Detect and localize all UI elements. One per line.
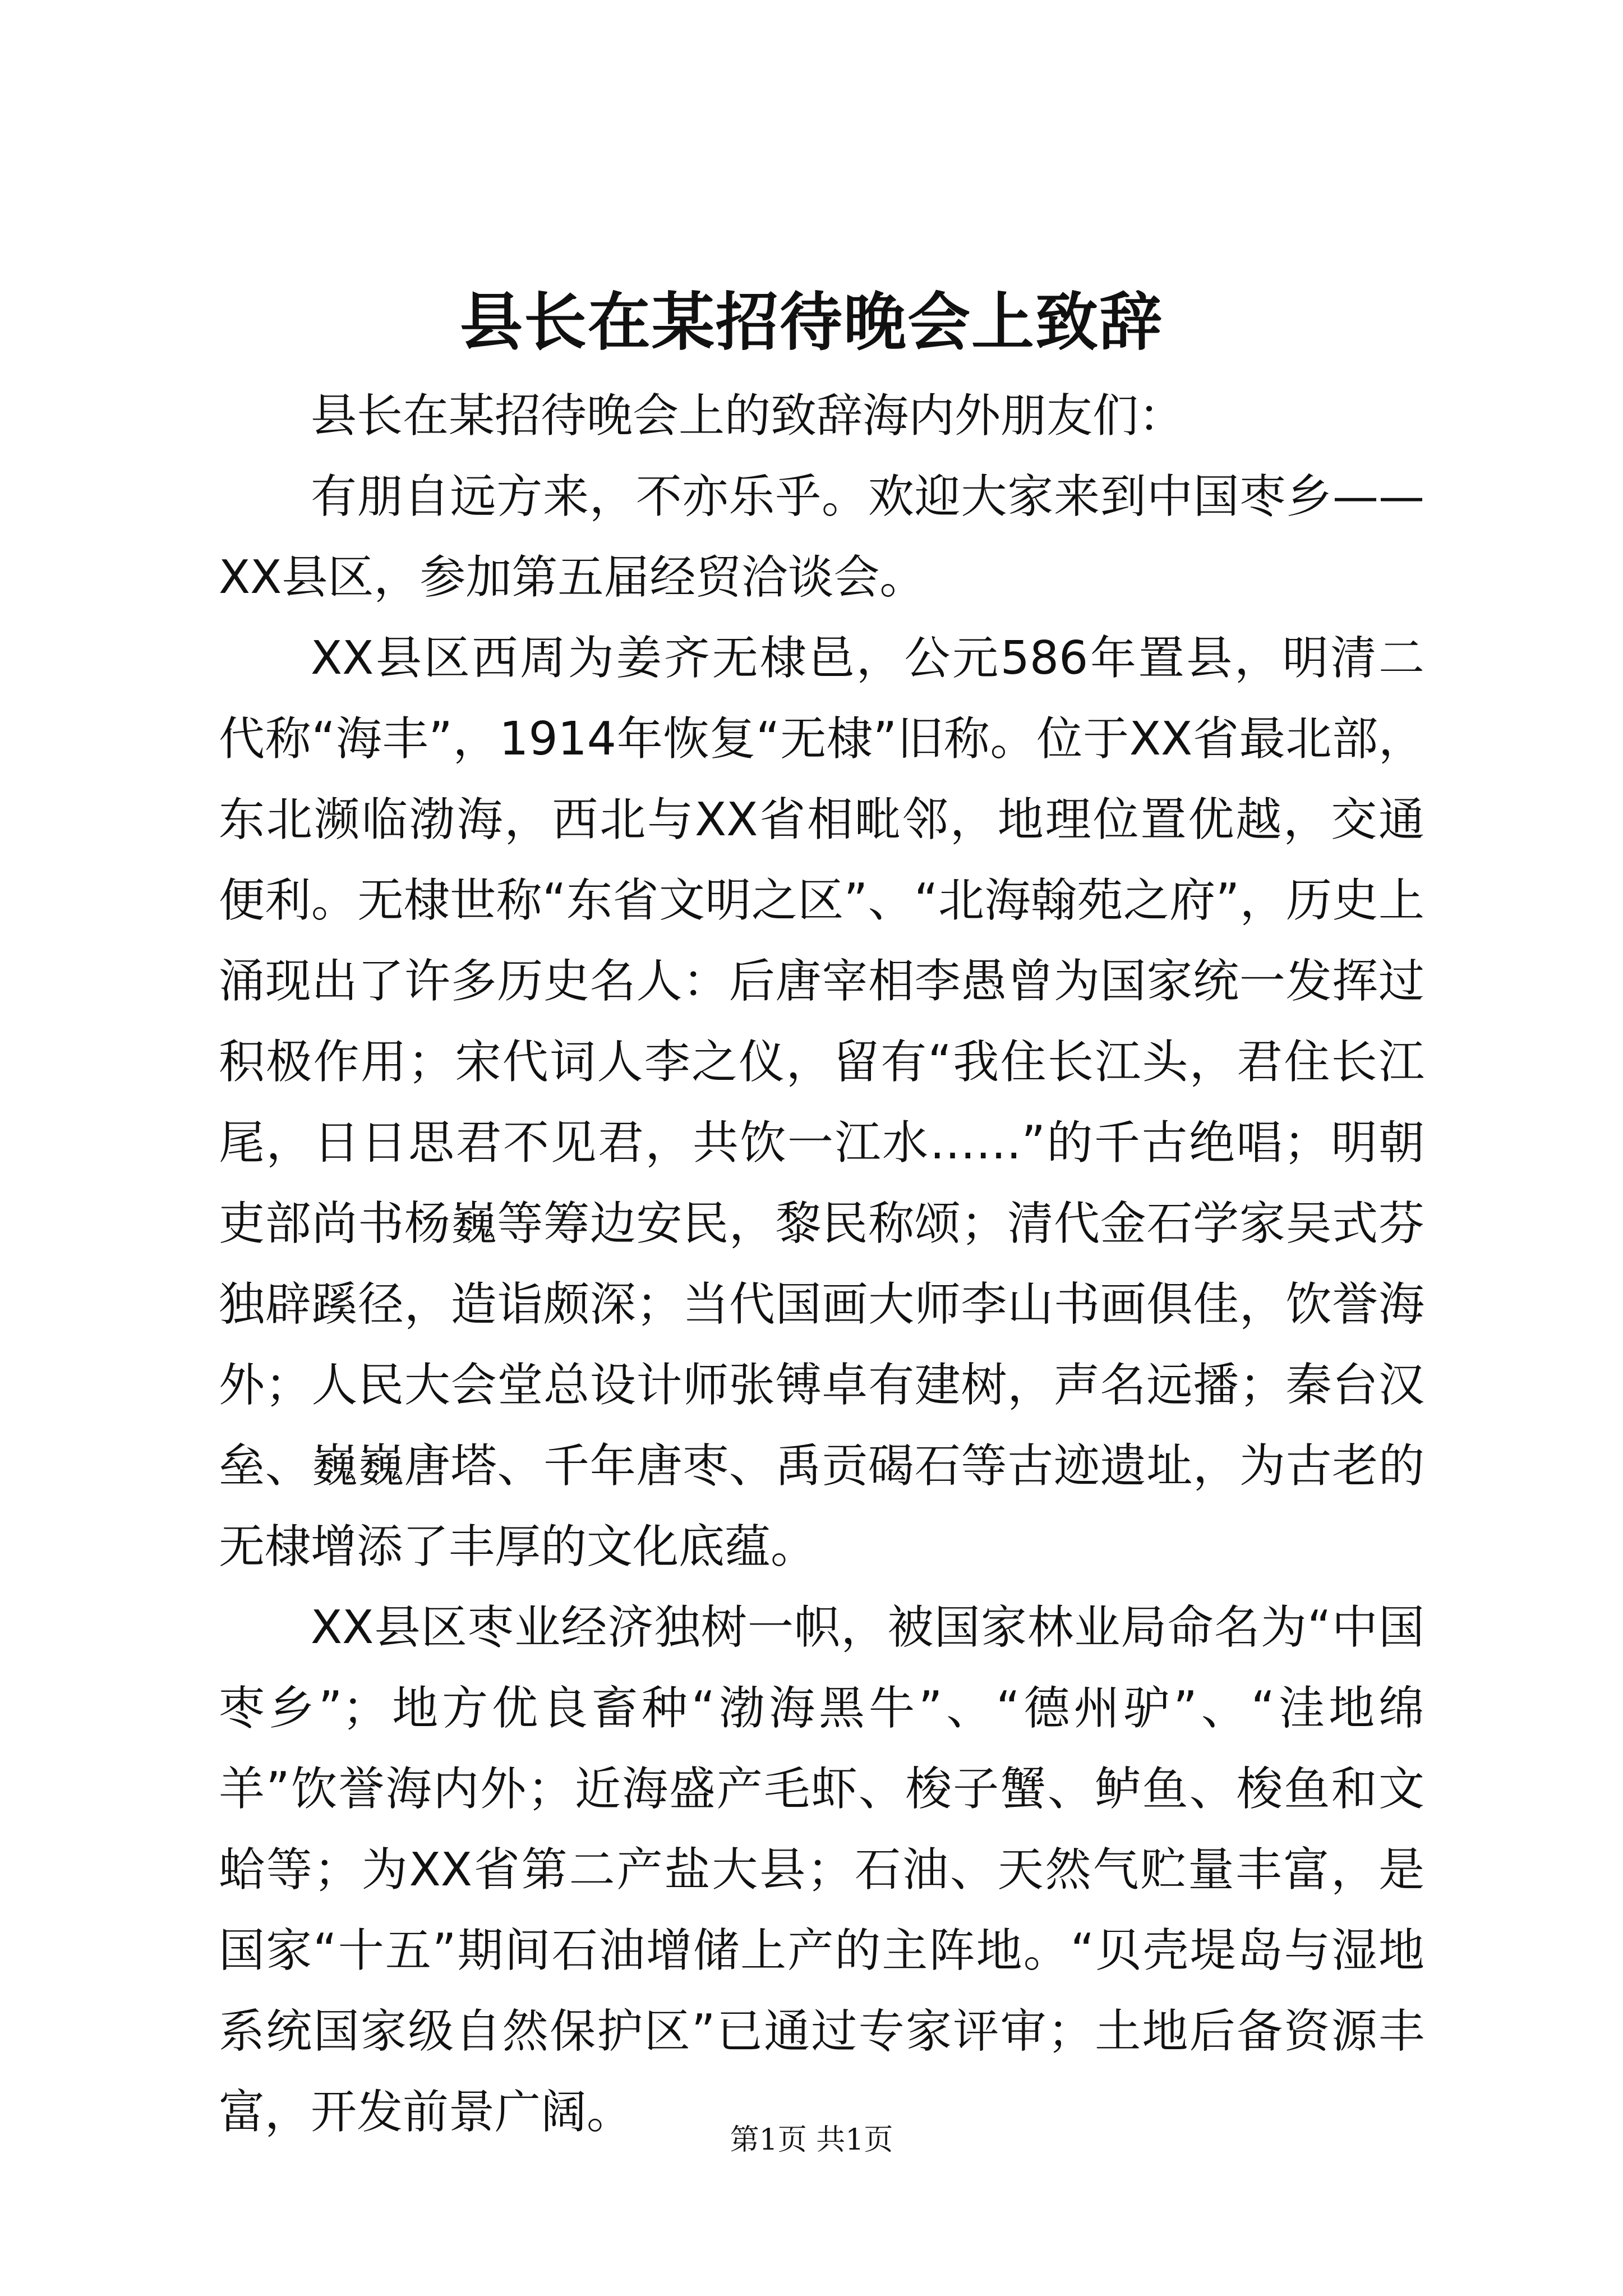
document-body [219, 376, 1424, 2153]
paragraph-history: XX县区西周为姜齐无棣邑，公元586年置县，明清二代称“海丰”，1914年恢复“无棣”旧称。位于XX省最北部，东北濒临渤海，西北与XX省相毗邻，地理位置优越，交通便利。无棣世称“东省文明之区”、“北海翰苑之府”，历史上涌现出了许多历史名人：后唐宰相李愚曾为国家统一发挥过积极作用；宋代词人李之仪，留有“我住长江头，君住长江尾，日日思君不见君，共饮一江水……”的千古绝唱；明朝吏部尚书杨巍等筹边安民，黎民称颂；清代金石学家吴式芬独辟蹊径，造诣颇深；当代国画大师李山书画俱佳，饮誉海外；人民大会堂总设计师张镈卓有建树，声名远播；秦台汉垒、巍巍唐塔、千年唐枣、禹贡碣石等古迹遗址，为古老的无棣增添了丰厚的文化底蕴。 [219, 632, 1424, 1573]
document-title: 县长在某招待晚会上致辞 [460, 286, 1163, 359]
paragraph-welcome: 有朋自远方来，不亦乐乎。欢迎大家来到中国枣乡——XX县区，参加第五届经贸洽谈会。 [219, 470, 1424, 604]
page-footer: 第1页 共1页 [730, 2123, 893, 2157]
paragraph-salutation: 县长在某招待晚会上的致辞海内外朋友们： [311, 389, 1185, 443]
paragraph-economy: XX县区枣业经济独树一帜，被国家林业局命名为“中国枣乡”；地方优良畜种“渤海黑牛”、“德州驴”、“洼地绵羊”饮誉海内外；近海盛产毛虾、梭子蟹、鲈鱼、梭鱼和文蛤等；为XX省第二产盐大县；石油、天然气贮量丰富，是国家“十五”期间石油增储上产的主阵地。“贝壳堤岛与湿地系统国家级自然保护区”已通过专家评审；土地后备资源丰富，开发前景广阔。 [219, 1601, 1424, 2139]
